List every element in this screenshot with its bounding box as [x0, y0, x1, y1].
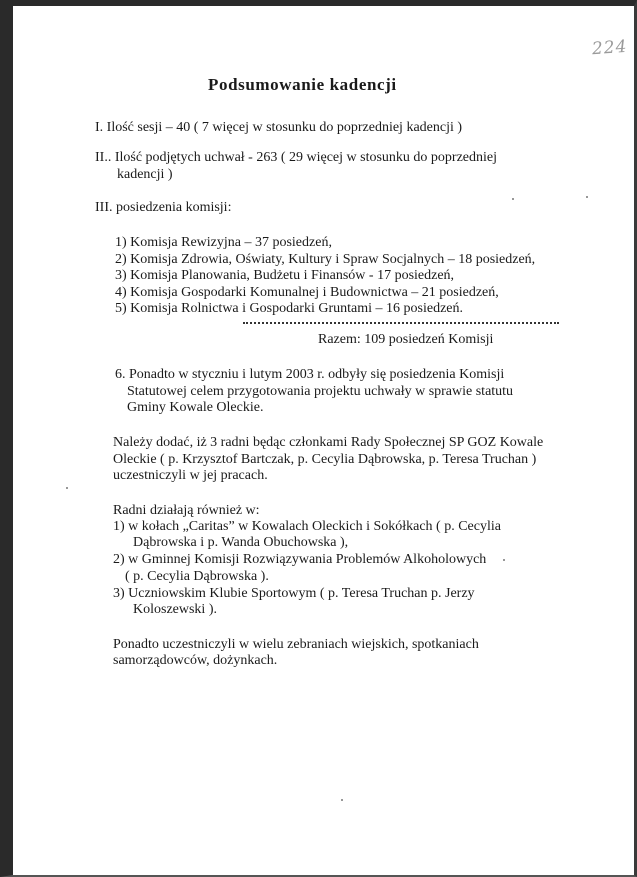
- scan-speck: [586, 196, 588, 198]
- dotted-separator: [243, 322, 559, 324]
- committee-item: 2) Komisja Zdrowia, Oświaty, Kultury i Spraw Socjalnych – 18 posiedzeń,: [115, 252, 536, 267]
- section-resolutions-line1: II.. Ilość podjętych uchwał - 263 ( 29 więcej w stosunku do poprzedniej: [95, 150, 498, 165]
- committee-item: 1) Komisja Rewizyjna – 37 posiedzeń,: [115, 235, 332, 250]
- closing-line1: Ponadto uczestniczyli w wielu zebraniach wiejskich, spotkaniach: [113, 637, 479, 652]
- document-title: Podsumowanie kadencji: [208, 75, 397, 94]
- council-paragraph-line1: Należy dodać, iż 3 radni będąc członkami Rady Społecznej SP GOZ Kowale: [113, 435, 544, 450]
- activity-item: 2) w Gminnej Komisji Rozwiązywania Problemów Alkoholowych: [113, 552, 487, 567]
- scan-speck: [66, 487, 68, 489]
- section-sessions: I. Ilość sesji – 40 ( 7 więcej w stosunku do poprzedniej kadencji ): [95, 120, 463, 135]
- section-resolutions-line2: kadencji ): [117, 167, 173, 182]
- scan-speck: [341, 799, 343, 801]
- scan-speck: [512, 198, 514, 200]
- committee-item: 4) Komisja Gospodarki Komunalnej i Budownictwa – 21 posiedzeń,: [115, 285, 499, 300]
- activities-intro: Radni działają również w:: [113, 503, 260, 518]
- scan-speck: [503, 559, 505, 561]
- committee-item: 5) Komisja Rolnictwa i Gospodarki Gruntami – 16 posiedzeń.: [115, 301, 463, 316]
- point-6-line1: 6. Ponadto w styczniu i lutym 2003 r. odbyły się posiedzenia Komisji: [115, 367, 505, 382]
- activity-item-continuation: ( p. Cecylia Dąbrowska ).: [125, 569, 269, 584]
- handwritten-page-number: 224: [591, 36, 629, 60]
- committee-item: 3) Komisja Planowania, Budżetu i Finansów - 17 posiedzeń,: [115, 268, 455, 283]
- activity-item-continuation: Dąbrowska i p. Wanda Obuchowska ),: [133, 535, 349, 550]
- section-committees-heading: III. posiedzenia komisji:: [95, 200, 232, 215]
- closing-line2: samorządowców, dożynkach.: [113, 653, 278, 668]
- committees-total: Razem: 109 posiedzeń Komisji: [318, 332, 494, 347]
- point-6-line2: Statutowej celem przygotowania projektu uchwały w sprawie statutu: [127, 384, 514, 399]
- activity-item-continuation: Koloszewski ).: [133, 602, 217, 617]
- activity-item: 3) Uczniowskim Klubie Sportowym ( p. Teresa Truchan p. Jerzy: [113, 586, 475, 601]
- council-paragraph-line3: uczestniczyli w jej pracach.: [113, 468, 268, 483]
- activity-item: 1) w kołach „Caritas” w Kowalach Oleckich i Sokółkach ( p. Cecylia: [113, 519, 501, 534]
- point-6-line3: Gminy Kowale Oleckie.: [127, 400, 264, 415]
- council-paragraph-line2: Oleckie ( p. Krzysztof Bartczak, p. Cecylia Dąbrowska, p. Teresa Truchan ): [113, 452, 537, 467]
